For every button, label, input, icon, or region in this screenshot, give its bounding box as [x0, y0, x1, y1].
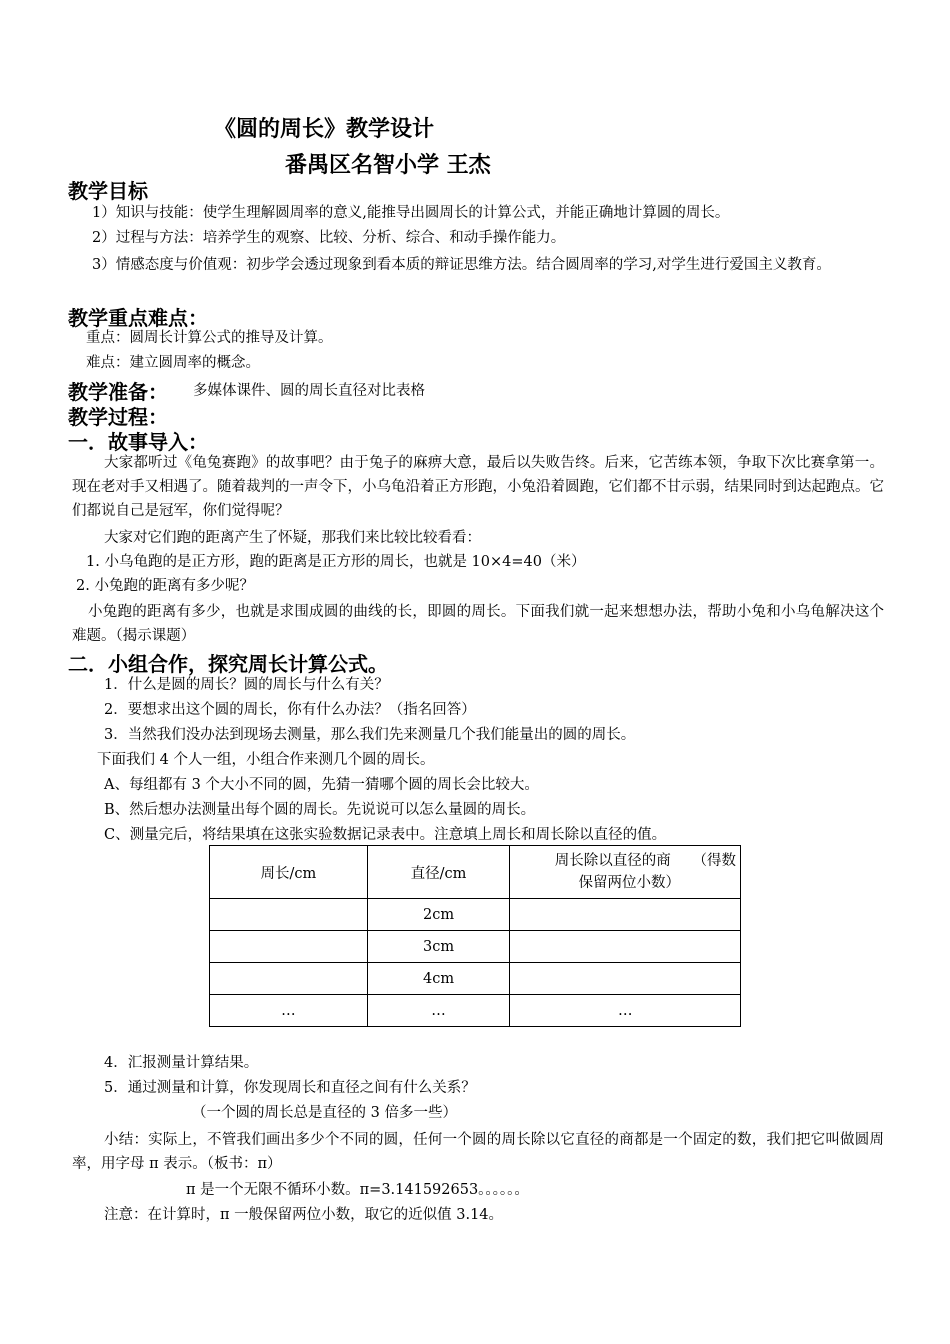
table-cell: [210, 899, 368, 931]
process-heading: 教学过程：: [68, 405, 168, 429]
document-title: 《圆的周长》教学设计: [214, 117, 435, 142]
goal-item-1: 1）知识与技能：使学生理解圆周率的意义,能推导出圆周长的计算公式，并能正确地计算圆的周长。: [92, 205, 730, 221]
header-quotient-line1: 周长除以直径的商 （得数: [554, 853, 736, 869]
header-circumference: 周长/cm: [210, 846, 368, 899]
prep-text: 多媒体课件、圆的周长直径对比表格: [193, 383, 425, 399]
table-cell: [510, 931, 741, 963]
step-a: A、每组都有 3 个大小不同的圆，先猜一猜哪个圆的周长会比较大。: [104, 777, 539, 793]
story-item-2: 2. 小兔跑的距离有多少呢？: [76, 578, 254, 594]
measurement-table: [209, 845, 741, 1027]
prep-heading: 教学准备：: [68, 380, 168, 404]
table-row: [210, 963, 741, 995]
table-cell: …: [510, 995, 741, 1027]
keypoint-difficulty: 难点：建立圆周率的概念。: [86, 355, 260, 371]
section2-heading: 二．小组合作，探究周长计算公式。: [68, 652, 388, 676]
author-line: 番禺区名智小学 王杰: [285, 153, 491, 178]
table-cell: [210, 963, 368, 995]
step-c: C、测量完后，将结果填在这张实验数据记录表中。注意填上周长和周长除以直径的值。: [104, 827, 667, 843]
pi-definition: π 是一个无限不循环小数。π=3.141592653。。。。。。: [186, 1182, 529, 1198]
header-quotient-line2: 保留两位小数）: [578, 875, 680, 891]
table-row: [210, 931, 741, 963]
table-header-row: [210, 846, 741, 899]
step-b: B、然后想办法测量出每个圆的周长。先说说可以怎么量圆的周长。: [104, 802, 536, 818]
table-cell: 3cm: [367, 931, 510, 963]
answer-5: （一个圆的周长总是直径的 3 倍多一些）: [192, 1105, 457, 1121]
header-diameter: 直径/cm: [367, 846, 510, 899]
story-item-1: 1. 小乌龟跑的是正方形，跑的距离是正方形的周长，也就是 10×4=40（米）: [86, 554, 586, 570]
question-2: 2．要想求出这个圆的周长，你有什么办法？（指名回答）: [104, 702, 476, 718]
table-cell: …: [210, 995, 368, 1027]
goal-item-2: 2）过程与方法：培养学生的观察、比较、分析、综合、和动手操作能力。: [92, 230, 566, 246]
table-row: [210, 995, 741, 1027]
table-cell: [510, 899, 741, 931]
table-row: [210, 899, 741, 931]
table-cell: [510, 963, 741, 995]
story-question: 大家对它们跑的距离产生了怀疑，那我们来比较比较看看：: [104, 530, 481, 546]
table-cell: [210, 931, 368, 963]
group-instruction: 下面我们 4 个人一组，小组合作来测几个圆的周长。: [97, 752, 435, 768]
header-quotient: [510, 846, 741, 899]
section1-heading: 一．故事导入：: [68, 430, 208, 454]
table-cell: 2cm: [367, 899, 510, 931]
question-3: 3．当然我们没办法到现场去测量，那么我们先来测量几个我们能量出的圆的周长。: [104, 727, 636, 743]
goals-heading: 教学目标: [68, 179, 148, 203]
story-paragraph: 大家都听过《龟兔赛跑》的故事吧？由于兔子的麻痹大意，最后以失败告终。后来，它苦练本领，争取下次比赛拿第一。现在老对手又相遇了。随着裁判的一声令下，小乌龟沿着正方形跑，小兔沿着圆跑，它们都不甘示弱，结果同时到达起跑点。它们都说自己是冠军，你们觉得呢？: [72, 455, 884, 519]
question-5: 5．通过测量和计算，你发现周长和直径之间有什么关系？: [104, 1080, 476, 1096]
table-cell: …: [367, 995, 510, 1027]
question-4: 4．汇报测量计算结果。: [104, 1055, 259, 1071]
table-cell: 4cm: [367, 963, 510, 995]
pi-note: 注意：在计算时，π 一般保留两位小数，取它的近似值 3.14。: [104, 1207, 504, 1223]
question-1: 1．什么是圆的周长？圆的周长与什么有关？: [104, 677, 389, 693]
keypoints-heading: 教学重点难点：: [68, 306, 208, 330]
story-conclusion: 小兔跑的距离有多少，也就是求围成圆的曲线的长，即圆的周长。下面我们就一起来想想办法，帮助小兔和小乌龟解决这个难题。（揭示课题）: [72, 604, 884, 644]
goal-item-3: 3）情感态度与价值观：初步学会透过现象到看本质的辩证思维方法。结合圆周率的学习,对学生进行爱国主义教育。: [92, 257, 831, 273]
summary-paragraph: 小结：实际上，不管我们画出多少个不同的圆，任何一个圆的周长除以它直径的商都是一个固定的数，我们把它叫做圆周率，用字母 π 表示。（板书：π）: [72, 1132, 884, 1172]
keypoint-focus: 重点：圆周长计算公式的推导及计算。: [86, 330, 333, 346]
